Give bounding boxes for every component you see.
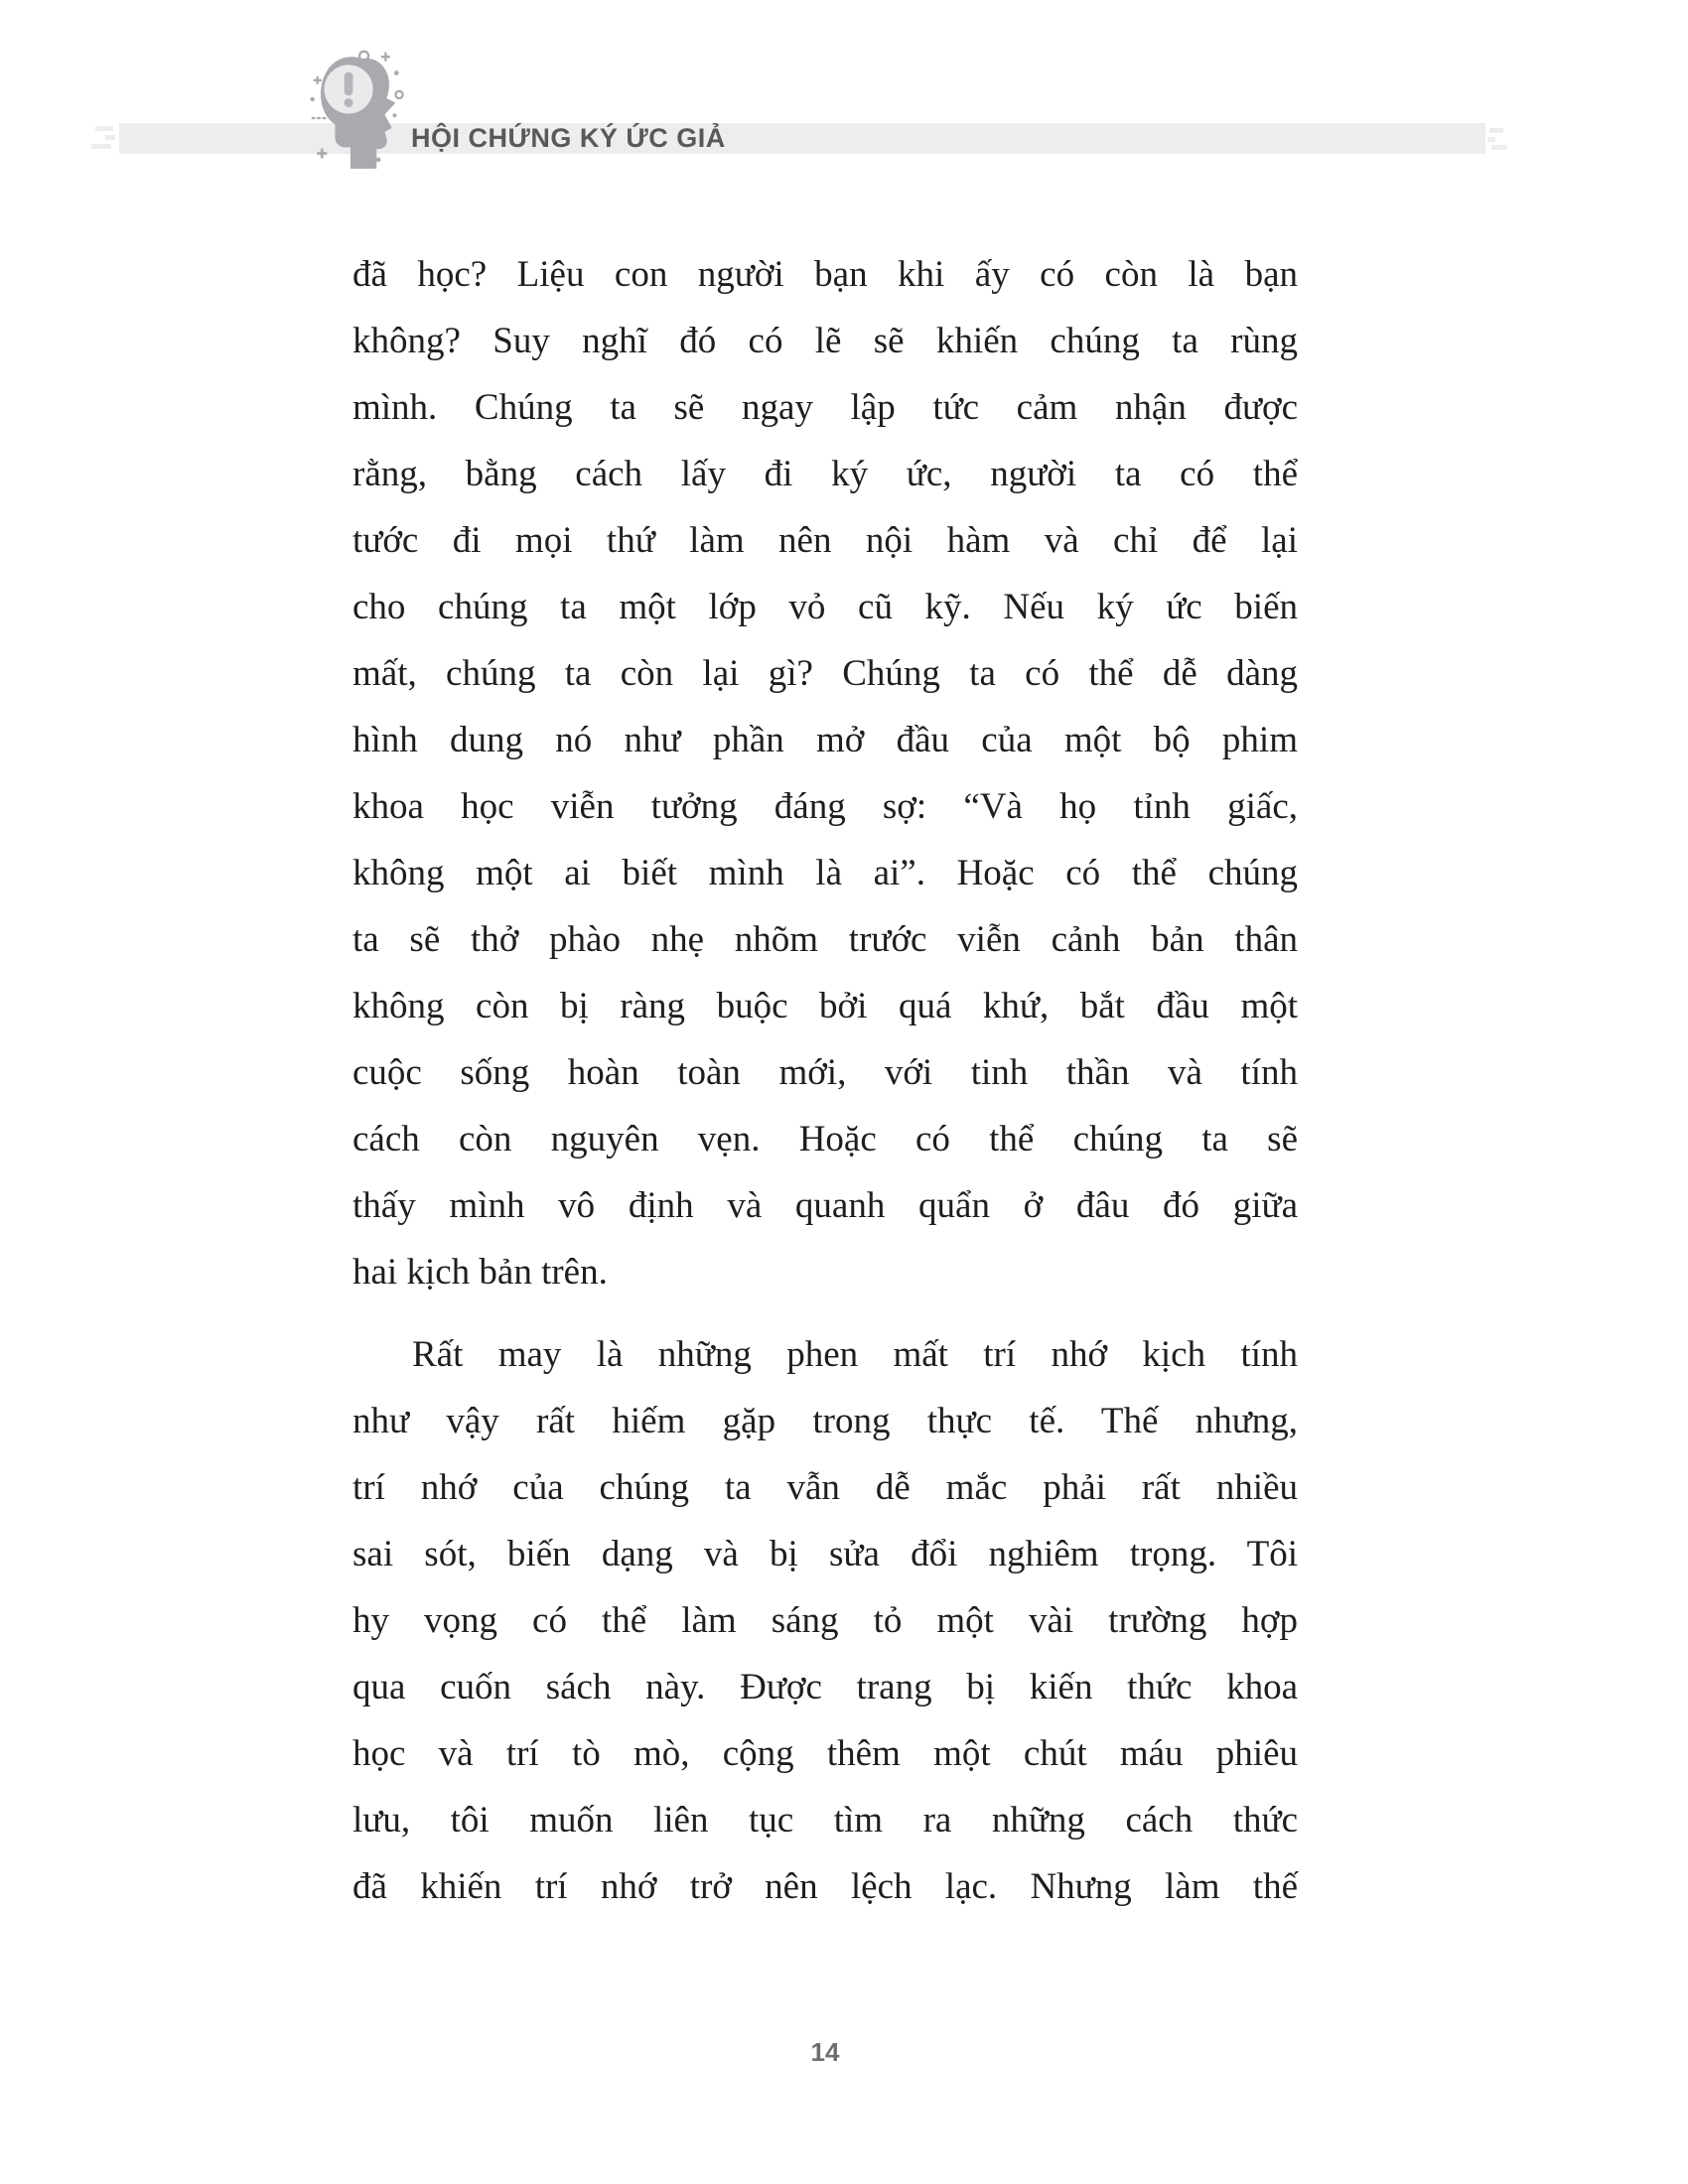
text-line: Rất may là những phen mất trí nhớ kịch tính — [412, 1334, 1298, 1375]
text-line: cuộc sống hoàn toàn mới, với tinh thần và tính — [352, 1052, 1298, 1093]
text-line: như vậy rất hiếm gặp trong thực tế. Thế nhưng, — [352, 1401, 1298, 1441]
text-line: không một ai biết mình là ai”. Hoặc có thể chúng — [352, 853, 1298, 893]
text-line: rằng, bằng cách lấy đi ký ức, người ta có thể — [352, 454, 1298, 494]
text-line: trí nhớ của chúng ta vẫn dễ mắc phải rất nhiều — [352, 1467, 1298, 1508]
head-exclamation-icon — [310, 48, 409, 169]
text-line: lưu, tôi muốn liên tục tìm ra những cách thức — [352, 1800, 1298, 1841]
text-line: cho chúng ta một lớp vỏ cũ kỹ. Nếu ký ức biến — [352, 587, 1298, 627]
text-line: thấy mình vô định và quanh quẩn ở đâu đó giữa — [352, 1185, 1298, 1226]
text-line: không còn bị ràng buộc bởi quá khứ, bắt đầu một — [352, 986, 1298, 1026]
paragraph — [352, 241, 1298, 1305]
text-line: hy vọng có thể làm sáng tỏ một vài trường hợp — [352, 1600, 1298, 1641]
text-line: học và trí tò mò, cộng thêm một chút máu phiêu — [352, 1733, 1298, 1774]
chapter-title: HỘI CHỨNG KÝ ỨC GIẢ — [411, 123, 726, 153]
band-fray — [105, 135, 115, 140]
text-line: hai kịch bản trên. — [352, 1252, 608, 1293]
text-line: mình. Chúng ta sẽ ngay lập tức cảm nhận được — [352, 387, 1298, 428]
band-fray — [1489, 128, 1503, 133]
band-fray — [95, 126, 113, 131]
band-fray — [1487, 137, 1495, 142]
text-line: tước đi mọi thứ làm nên nội hàm và chỉ để lại — [352, 520, 1298, 561]
text-line: qua cuốn sách này. Được trang bị kiến thức khoa — [352, 1667, 1298, 1707]
text-line: ta sẽ thở phào nhẹ nhõm trước viễn cảnh bản thân — [352, 919, 1298, 960]
text-line: đã khiến trí nhớ trở nên lệch lạc. Nhưng làm thế — [352, 1866, 1298, 1907]
text-line: đã học? Liệu con người bạn khi ấy có còn là bạn — [352, 254, 1298, 295]
text-line: khoa học viễn tưởng đáng sợ: “Và họ tỉnh giấc, — [352, 786, 1298, 827]
text-line: cách còn nguyên vẹn. Hoặc có thể chúng ta sẽ — [352, 1119, 1298, 1160]
paragraph — [352, 1321, 1298, 1920]
text-line: mất, chúng ta còn lại gì? Chúng ta có thể dễ dàng — [352, 653, 1298, 694]
text-line: hình dung nó như phần mở đầu của một bộ phim — [352, 720, 1298, 760]
text-line: không? Suy nghĩ đó có lẽ sẽ khiến chúng ta rùng — [352, 321, 1298, 361]
page-number: 14 — [810, 2037, 840, 2067]
band-fray — [1491, 145, 1507, 150]
body-text — [352, 241, 1298, 1920]
text-line: sai sót, biến dạng và bị sửa đổi nghiêm trọng. Tôi — [352, 1534, 1298, 1574]
band-fray — [91, 144, 111, 149]
